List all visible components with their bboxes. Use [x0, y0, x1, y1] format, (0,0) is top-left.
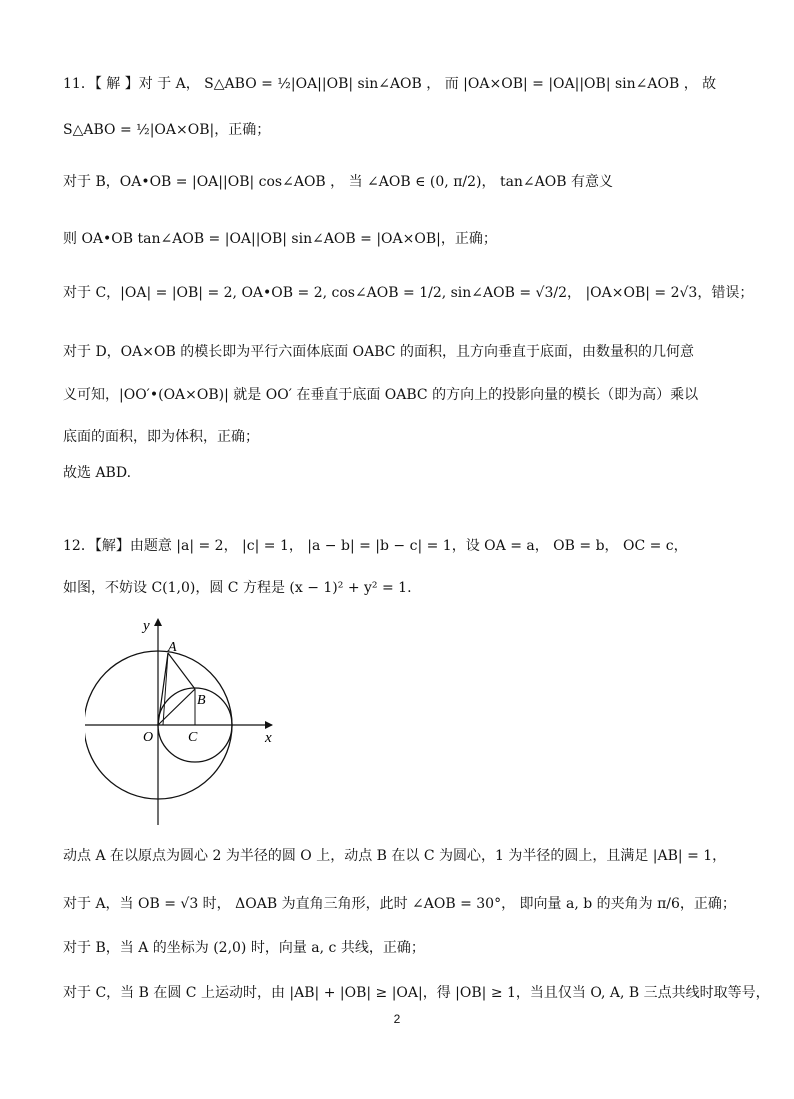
q11-line-3: 对于 B，OA•OB = |OA||OB| cos∠AOB ， 当 ∠AOB ∈ (0, π/2)， tan∠AOB 有意义 [63, 174, 613, 190]
q11-line-8: 底面的面积，即为体积，正确； [63, 429, 259, 445]
q12-line-1: 12．【解】由题意 |a| = 2， |c| = 1， |a − b| = |b − c| = 1，设 OA = a， OB = b， OC = c， [63, 538, 688, 554]
label-x: x [265, 730, 272, 746]
label-c: C [188, 730, 198, 745]
label-o: O [143, 730, 154, 745]
segment-oa [158, 653, 168, 725]
q12-line-5: 对于 B，当 A 的坐标为 (2,0) 时，向量 a, c 共线，正确； [63, 940, 425, 956]
q12-line-4: 对于 A，当 OB = √3 时， ΔOAB 为直角三角形，此时 ∠AOB = 30°， 即向量 a, b 的夹角为 π/6，正确； [63, 896, 736, 912]
q11-line-4: 则 OA•OB tan∠AOB = |OA||OB| sin∠AOB = |OA×OB|，正确； [63, 231, 497, 247]
q11-line-7: 义可知，|OO′•(OA×OB)| 就是 OO′ 在垂直于底面 OABC 的方向上的投影向量的模长（即为高）乘以 [63, 387, 699, 403]
y-axis-arrow [154, 618, 162, 626]
circle-figure [85, 612, 285, 827]
q11-line-9: 故选 ABD. [63, 465, 132, 481]
segment-ac-arc-hint [163, 653, 168, 725]
page-number: 2 [393, 1012, 401, 1026]
label-y: y [143, 618, 150, 634]
q11-line-1: 11．【 解 】对 于 A， S△ABO = ½|OA||OB| sin∠AOB ， 而 |OA×OB| = |OA||OB| sin∠AOB ， 故 [63, 76, 717, 92]
label-b: B [197, 693, 206, 708]
q11-line-6: 对于 D，OA×OB 的模长即为平行六面体底面 OABC 的面积，且方向垂直于底面，由数量积的几何意 [63, 344, 694, 360]
label-a: A [168, 640, 177, 655]
q12-line-2: 如图，不妨设 C(1,0)，圆 C 方程是 (x − 1)² + y² = 1. [63, 580, 412, 596]
q11-line-5: 对于 C，|OA| = |OB| = 2, OA•OB = 2, cos∠AOB = 1/2, sin∠AOB = √3/2， |OA×OB| = 2√3，错误； [63, 285, 754, 301]
q12-line-6: 对于 C，当 B 在圆 C 上运动时，由 |AB| + |OB| ≥ |OA|，得 |OB| ≥ 1，当且仅当 O, A, B 三点共线时取等号， [63, 985, 770, 1001]
q12-line-3: 动点 A 在以原点为圆心 2 为半径的圆 O 上，动点 B 在以 C 为圆心，1 为半径的圆上，且满足 |AB| = 1， [63, 848, 727, 864]
x-axis-arrow [265, 721, 273, 729]
figure-svg [85, 612, 285, 827]
q11-line-2: S△ABO = ½|OA×OB|，正确； [63, 122, 271, 138]
